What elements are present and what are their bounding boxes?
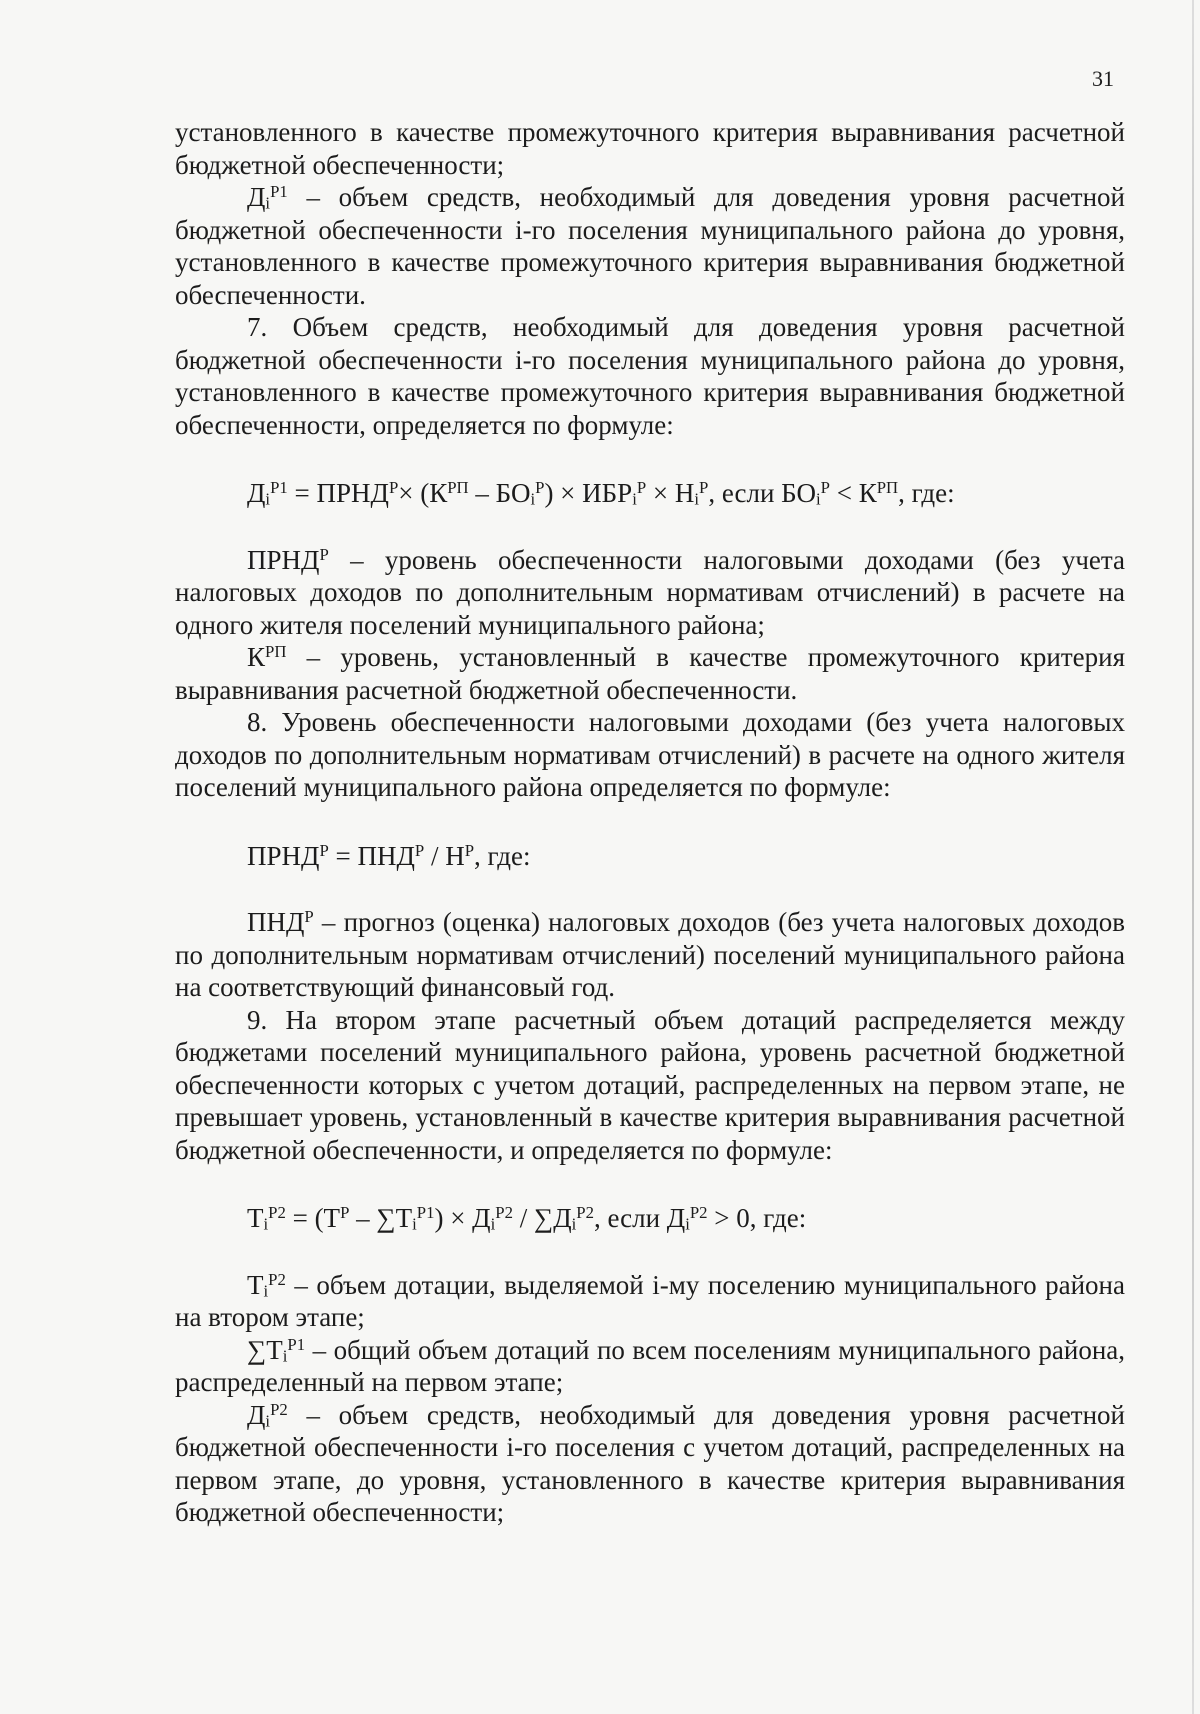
definition-sum-t-p1	[175, 1334, 1125, 1399]
symbol: Д	[247, 182, 266, 212]
formula-term: / Н	[424, 840, 465, 871]
superscript: Р	[414, 840, 425, 860]
formula-term: Т	[247, 1203, 264, 1233]
symbol: К	[247, 642, 266, 672]
formula-term: ) × Д	[434, 1203, 491, 1233]
subscript: i	[263, 1281, 269, 1300]
formula-term: ПРНД	[247, 840, 320, 871]
formula-2	[175, 840, 1125, 873]
superscript: РП	[447, 477, 469, 497]
subscript: i	[685, 1214, 690, 1234]
subscript: i	[282, 1346, 288, 1365]
definition-text: – уровень обеспеченности налоговыми доходами (без учета налоговых доходов по дополнительным нормативам отчислений) в расчете на одного жителя поселений муниципального района;	[175, 544, 1125, 640]
subscript: i	[571, 1214, 577, 1234]
superscript: Р	[699, 477, 709, 497]
definition-pnd	[175, 906, 1125, 1004]
superscript: Р	[464, 840, 475, 860]
superscript: РП	[265, 641, 287, 661]
paragraph-continuation: установленного в качестве промежуточного критерия выравнивания расчетной бюджетной обеспеченности;	[175, 117, 1125, 180]
symbol: ПНД	[247, 907, 305, 937]
definition-text: – уровень, установленный в качестве промежуточного критерия выравнивания расчетной бюджетной обеспеченности.	[175, 642, 1125, 705]
formula-term: = (Т	[285, 1203, 341, 1233]
formula-term: , где:	[898, 478, 955, 508]
superscript: Р2	[268, 1269, 286, 1289]
superscript: Р	[388, 477, 399, 497]
subscript: i	[694, 489, 700, 509]
document-body	[175, 116, 1125, 1529]
superscript: Р2	[576, 1202, 594, 1222]
subscript: i	[816, 489, 821, 509]
page-edge-shadow	[1192, 0, 1194, 1714]
formula-term: – БО	[468, 478, 531, 508]
symbol: Т	[247, 1269, 264, 1300]
superscript: Р2	[495, 1202, 513, 1222]
paragraph-8: 8. Уровень обеспеченности налоговыми доходами (без учета налоговых доходов по дополнительным нормативам отчислений) в расчете на одного жителя поселений муниципального района определяется по формуле:	[175, 707, 1125, 802]
formula-term: – ∑Т	[349, 1203, 413, 1233]
formula-term: Д	[247, 478, 266, 508]
superscript: РП	[876, 477, 899, 497]
formula-term: , где:	[474, 840, 531, 871]
formula-term: = ПНД	[328, 840, 415, 871]
subscript: i	[265, 1411, 271, 1430]
subscript: i	[412, 1214, 417, 1234]
symbol: ПРНД	[247, 544, 320, 575]
definition-text: – объем средств, необходимый для доведения уровня расчетной бюджетной обеспеченности i-го поселения муниципального района до уровня, установленного в качестве промежуточного критерия выравнивания бюджетной обеспеченности.	[175, 182, 1125, 310]
superscript: Р	[340, 1202, 350, 1222]
subscript: i	[263, 1214, 269, 1234]
superscript: Р	[535, 477, 545, 497]
definition-prnd	[175, 544, 1125, 642]
superscript: Р	[636, 477, 647, 497]
formula-term: < К	[829, 478, 877, 508]
superscript: Р1	[270, 477, 288, 497]
subscript: i	[265, 193, 271, 213]
definition-text: – объем средств, необходимый для доведения уровня расчетной бюджетной обеспеченности i-го поселения с учетом дотаций, распределенных на первом этапе, до уровня, установленного в качестве критерия выравнивания бюджетной обеспеченности;	[175, 1399, 1125, 1527]
formula-term: , если Д	[593, 1203, 686, 1233]
formula-term: / ∑Д	[512, 1203, 572, 1233]
superscript: Р	[319, 840, 329, 860]
superscript: Р	[820, 477, 830, 497]
definition-t-p2	[175, 1269, 1125, 1334]
formula-term: × Н	[646, 478, 695, 508]
symbol: Д	[247, 1399, 266, 1430]
superscript: Р2	[270, 1399, 288, 1419]
subscript: i	[265, 489, 271, 509]
definition-text: – общий объем дотаций по всем поселениям муниципального района, распределенный на первом этапе;	[175, 1334, 1125, 1397]
paragraph-7: 7. Объем средств, необходимый для доведения уровня расчетной бюджетной обеспеченности i-го поселения муниципального района до уровня, установленного в качестве промежуточного критерия выравнивания бюджетной обеспеченности, определяется по формуле:	[175, 312, 1125, 440]
formula-term: × (К	[398, 478, 448, 508]
formula-1	[175, 477, 1125, 510]
symbol: ∑Т	[247, 1334, 283, 1365]
formula-term: > 0, где:	[707, 1203, 807, 1233]
superscript: Р2	[689, 1202, 708, 1222]
page-number: 31	[1092, 66, 1114, 91]
superscript: Р	[319, 544, 329, 564]
definition-text: – прогноз (оценка) налоговых доходов (без учета налоговых доходов по дополнительным нормативам отчислений) поселений муниципального района на соответствующий финансовый год.	[175, 907, 1125, 1002]
superscript: Р2	[268, 1202, 286, 1222]
formula-term: ) × ИБР	[544, 478, 633, 508]
definition-text: – объем дотации, выделяемой i-му поселению муниципального района на втором этапе;	[175, 1269, 1125, 1332]
superscript: Р1	[270, 181, 288, 201]
subscript: i	[530, 489, 536, 509]
superscript: Р	[304, 906, 314, 926]
paragraph-9: 9. На втором этапе расчетный объем дотаций распределяется между бюджетами поселений муниципального района, уровень расчетной бюджетной обеспеченности которых с учетом дотаций, распределенных на первом этапе, не превышает уровень, установленный в качестве критерия выравнивания расчетной бюджетной обеспеченности, и определяется по формуле:	[175, 1004, 1125, 1165]
subscript: i	[632, 489, 637, 509]
superscript: Р1	[287, 1334, 306, 1354]
subscript: i	[490, 1214, 496, 1234]
formula-3	[175, 1202, 1125, 1235]
superscript: Р1	[416, 1202, 435, 1222]
formula-term: = ПРНД	[287, 478, 389, 508]
definition-krp	[175, 641, 1125, 706]
definition-d-p1	[175, 181, 1125, 311]
formula-term: , если БО	[708, 478, 816, 508]
definition-d-p2	[175, 1399, 1125, 1529]
